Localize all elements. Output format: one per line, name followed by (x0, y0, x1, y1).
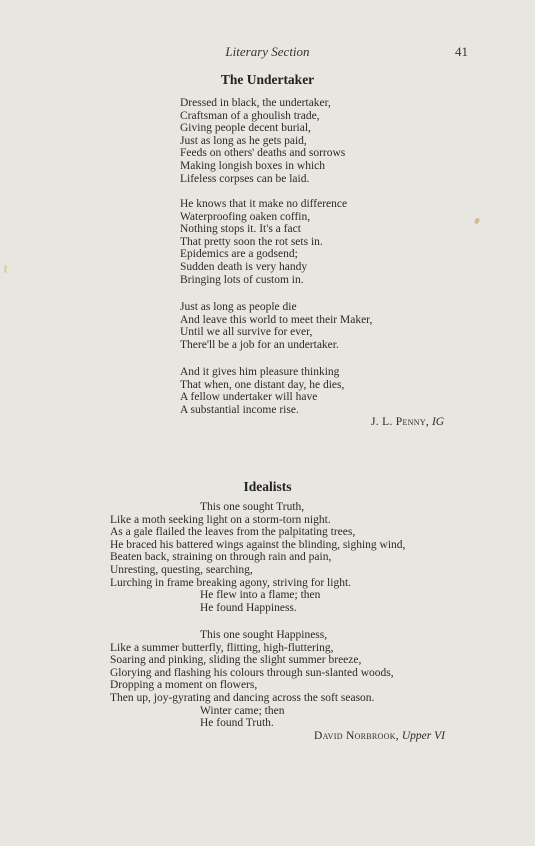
stanza (180, 198, 347, 286)
author-form: IG (431, 416, 445, 428)
poem-line: And leave this world to meet their Maker, (180, 313, 373, 326)
poem-line: Waterproofing oaken coffin, (180, 210, 311, 223)
poem-line: Nothing stops it. It's a fact (180, 223, 301, 236)
poem-line: That pretty soon the rot sets in. (180, 235, 323, 248)
poem-line: Soaring and pinking, sliding the slight summer breeze, (110, 654, 362, 667)
stanza (180, 97, 345, 185)
poem-line: Craftsman of a ghoulish trade, (180, 109, 320, 122)
poem-line: Unresting, questing, searching, (110, 563, 253, 576)
poem-line: Making longish boxes in which (180, 159, 326, 172)
poem-line: Winter came; then (200, 704, 285, 717)
paper-stain-mark (474, 217, 480, 224)
poem-line: As a gale flailed the leaves from the palpitating trees, (110, 526, 356, 539)
poem-title: The Undertaker (220, 72, 315, 87)
running-header: Literary Section (225, 44, 310, 59)
poem-line: Glorying and flashing his colours through sun-slanted woods, (110, 666, 394, 679)
poem-line: He flew into a flame; then (200, 589, 321, 602)
poem-line: Lifeless corpses can be laid. (180, 172, 310, 185)
poem-line: Just as long as people die (180, 301, 297, 313)
poem-line: Like a summer butterfly, flitting, high-fluttering, (110, 641, 334, 654)
poem-line: Like a moth seeking light on a storm-torn night. (110, 513, 331, 526)
author-attribution (371, 416, 444, 428)
poem-title: Idealists (243, 479, 292, 494)
stanza (110, 629, 394, 730)
poem-line: Lurching in frame breaking agony, striving for light. (110, 576, 352, 589)
stanza (180, 366, 344, 416)
poem-line: Then up, joy-gyrating and dancing across the soft season. (110, 691, 375, 704)
poem-line: This one sought Truth, (200, 501, 305, 513)
poem-line: He found Truth. (200, 717, 274, 730)
stanza (110, 501, 405, 614)
poem-line: Feeds on others' deaths and sorrows (180, 147, 346, 160)
poem-line: Dressed in black, the undertaker, (180, 97, 331, 109)
poem-line: A substantial income rise. (180, 403, 299, 416)
poem-line: He found Happiness. (200, 601, 297, 614)
poem-line: This one sought Happiness, (200, 629, 328, 641)
poem-line: Just as long as he gets paid, (180, 134, 307, 147)
poem-line: Until we all survive for ever, (180, 326, 313, 339)
stanza (180, 301, 372, 351)
poem-line: Dropping a moment on flowers, (110, 679, 258, 692)
author-form: Upper VI (401, 730, 445, 742)
author-attribution (314, 730, 445, 742)
poem-line: He braced his battered wings against the blinding, sighing wind, (110, 538, 406, 551)
poem-line: And it gives him pleasure thinking (180, 366, 340, 378)
poem-line: Epidemics are a godsend; (180, 248, 298, 261)
page-number: 41 (455, 44, 468, 59)
author-name: J. L. Penny, (371, 416, 430, 428)
poem-line: Sudden death is very handy (180, 260, 308, 273)
poem-line: There'll be a job for an undertaker. (180, 338, 339, 351)
poem-line: He knows that it make no difference (180, 198, 348, 210)
author-name: David Norbrook, (314, 730, 399, 742)
paper-stain-mark (4, 265, 7, 273)
poem-line: A fellow undertaker will have (180, 391, 318, 404)
poem-line: Beaten back, straining on through rain and pain, (110, 551, 332, 564)
poem-line: That when, one distant day, he dies, (180, 378, 345, 391)
poem-line: Bringing lots of custom in. (180, 273, 304, 286)
poem-line: Giving people decent burial, (180, 122, 311, 135)
